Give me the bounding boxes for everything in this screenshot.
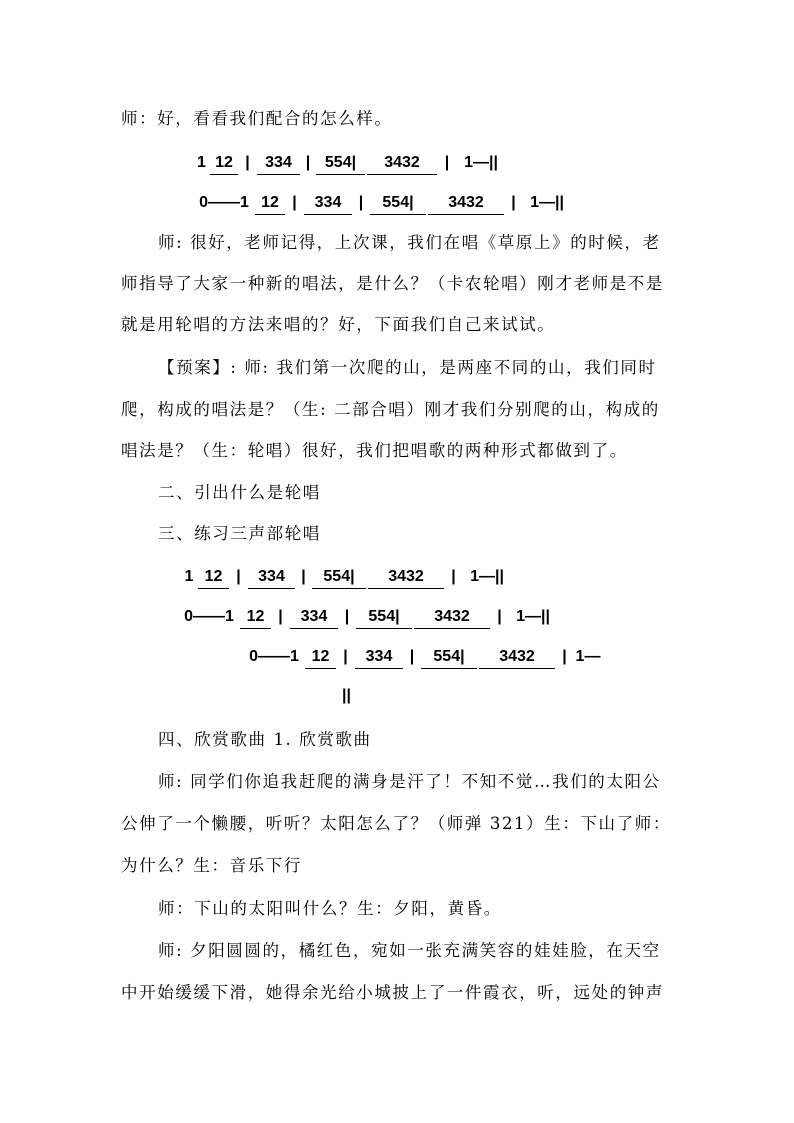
- barline: |: [343, 648, 348, 665]
- barline: |: [278, 608, 283, 625]
- note-group: 12: [209, 153, 239, 173]
- note-group: 3432: [427, 193, 505, 213]
- note-group: 334: [303, 193, 353, 213]
- barline: |: [358, 194, 364, 211]
- note-group: 334: [354, 647, 404, 667]
- score-line-4: [179, 607, 558, 627]
- note-group: 12: [254, 193, 286, 213]
- text-line: 【预案】: 师: 我们第一次爬的山，是两座不同的山，我们同时: [158, 358, 657, 377]
- note-group: 12: [304, 647, 337, 667]
- barline: |: [562, 648, 567, 665]
- end-mark: 1—||: [530, 194, 564, 211]
- barline: |: [344, 608, 350, 625]
- note: 0——1: [184, 608, 234, 625]
- note-group: 334: [256, 153, 301, 173]
- barline: |: [292, 194, 297, 211]
- barline: |: [409, 648, 415, 665]
- end-mark: 1—: [575, 648, 601, 665]
- text-line: 公伸了一个懒腰，听听？太阳怎么了？（师弹 321）生：下山了师：: [121, 814, 671, 833]
- note: 1: [197, 154, 206, 171]
- note-group: 334: [247, 567, 296, 587]
- score-line-5-end: [342, 686, 351, 706]
- final-barline: ||: [342, 687, 351, 704]
- note-group: 554|: [369, 193, 427, 213]
- barline: |: [301, 568, 306, 585]
- barline: |: [245, 154, 250, 171]
- note-group: 3432: [366, 153, 438, 173]
- note-group: 554|: [315, 153, 366, 173]
- note-group: 3432: [478, 647, 556, 667]
- text-line: 师: 同学们你追我赶爬的满身是汗了！不知不觉…我们的太阳公: [158, 772, 661, 791]
- note: 0——1: [249, 648, 299, 665]
- end-mark: 1—||: [470, 568, 504, 585]
- paragraph-1: 师：好，看看我们配合的怎么样。: [121, 109, 393, 128]
- score-line-2: [194, 193, 572, 213]
- note: 1: [184, 568, 194, 585]
- note-group: 3432: [413, 607, 491, 627]
- note-group: 554|: [311, 567, 367, 587]
- text-line: 中开始缓缓下滑，她得余光给小城披上了一件霞衣，听，远处的钟声: [121, 983, 664, 1002]
- text-line: 为什么？生：音乐下行: [121, 856, 302, 875]
- score-line-1: [194, 153, 506, 173]
- note-group: 334: [289, 607, 339, 627]
- note: 0——1: [199, 194, 249, 211]
- score-line-5: [244, 647, 603, 667]
- text-line: 师指导了大家一种新的唱法，是什么？（卡农轮唱）刚才老师是不是: [121, 274, 664, 293]
- barline: |: [444, 154, 450, 171]
- note-group: 554|: [420, 647, 478, 667]
- section-heading-4: 四、欣赏歌曲 1. 欣赏歌曲: [158, 730, 372, 749]
- barline: |: [497, 608, 502, 625]
- note-group: 554|: [355, 607, 413, 627]
- end-mark: 1—||: [516, 608, 550, 625]
- note-group: 12: [239, 607, 272, 627]
- barline: |: [236, 568, 241, 585]
- text-line: 师: 很好，老师记得，上次课，我们在唱《草原上》的时候，老: [158, 233, 661, 252]
- note-group: 3432: [367, 567, 445, 587]
- text-line: 唱法是？（生：轮唱）很好，我们把唱歌的两种形式都做到了。: [121, 441, 628, 460]
- score-line-3: [181, 567, 512, 587]
- text-line: 师: 夕阳圆圆的，橘红色，宛如一张充满笑容的娃娃脸，在天空: [158, 941, 661, 960]
- barline: |: [305, 154, 311, 171]
- note-group: 12: [197, 567, 230, 587]
- section-heading-3: 三、练习三声部轮唱: [158, 524, 321, 543]
- barline: |: [511, 194, 516, 211]
- barline: |: [451, 568, 456, 585]
- paragraph-5: 师：下山的太阳叫什么？生：夕阳，黄昏。: [158, 899, 502, 918]
- text-line: 就是用轮唱的方法来唱的？好，下面我们自己来试试。: [121, 315, 556, 334]
- text-line: 爬，构成的唱法是？（生: 二部合唱）刚才我们分别爬的山，构成的: [121, 400, 660, 419]
- section-heading-2: 二、引出什么是轮唱: [158, 483, 321, 502]
- end-mark: 1—||: [464, 154, 498, 171]
